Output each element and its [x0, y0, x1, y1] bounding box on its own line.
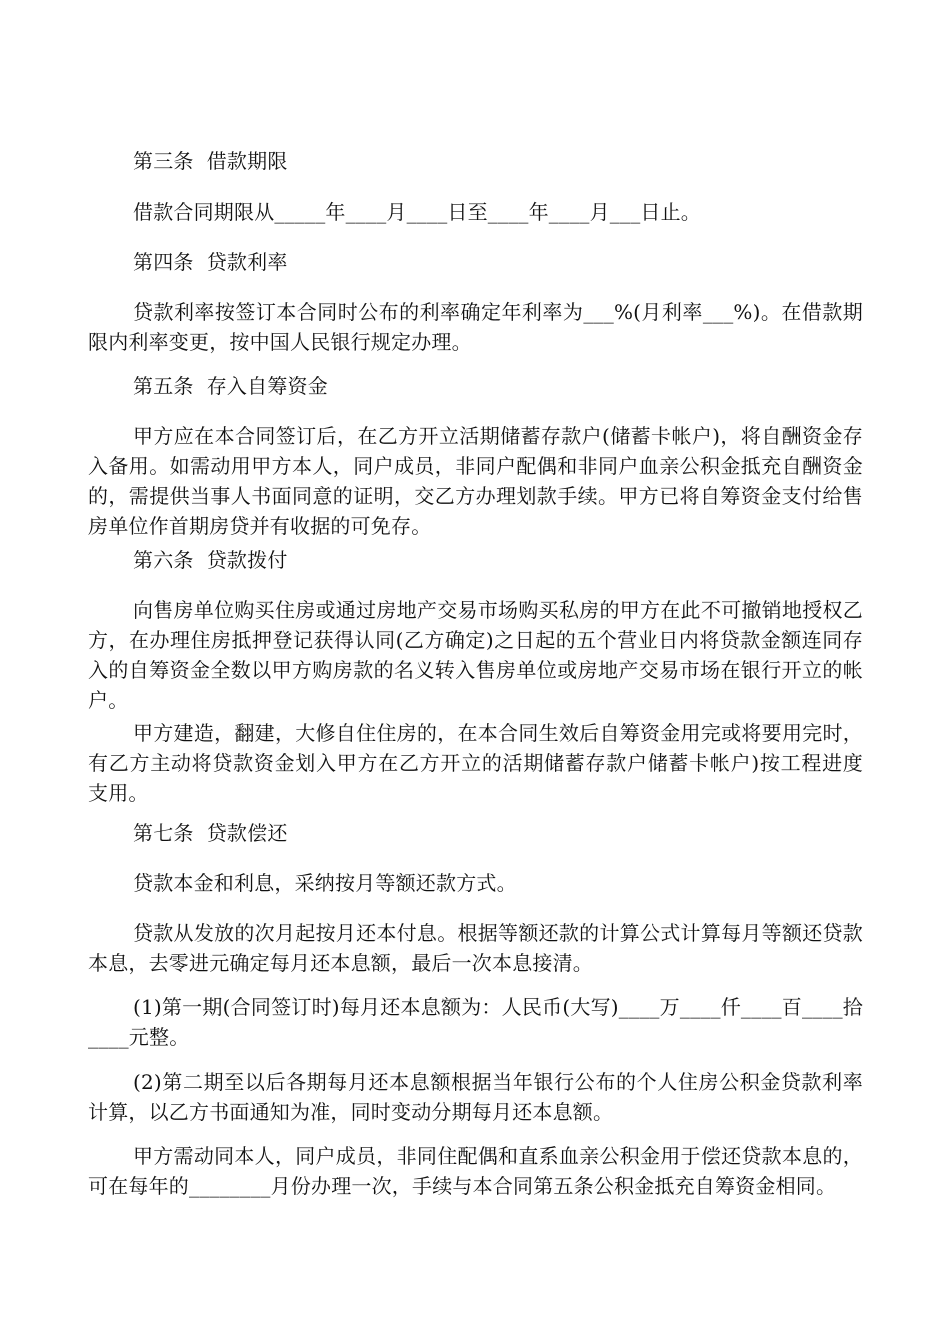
second-period-amount-clause: (2)第二期至以后各期每月还本息额根据当年银行公布的个人住房公积金贷款利率计算，以乙方书面通知为准，同时变动分期每月还本息额。 — [88, 1070, 863, 1124]
article-4-heading: 第四条 贷款利率 — [133, 250, 288, 274]
self-funds-clause: 甲方应在本合同签订后，在乙方开立活期储蓄存款户(储蓄卡帐户)，将自酬资金存入备用。如需动用甲方本人，同户成员，非同户配偶和非同户血亲公积金抵充自酬资金的，需提供当事人书面同意的证明，交乙方办理划款手续。甲方已将自筹资金支付给售房单位作首期房贷并有收据的可免存。 — [88, 424, 863, 538]
article-6-heading: 第六条 贷款拨付 — [133, 548, 288, 572]
article-3-heading: 第三条 借款期限 — [133, 149, 288, 173]
repayment-method-clause: 贷款本金和利息，采纳按月等额还款方式。 — [133, 871, 517, 895]
article-7-heading: 第七条 贷款偿还 — [133, 821, 288, 845]
disbursement-clause-purchase: 向售房单位购买住房或通过房地产交易市场购买私房的甲方在此不可撤销地授权乙方，在办理住房抵押登记获得认同(乙方确定)之日起的五个营业日内将贷款金额连同存入的自筹资金全数以甲方购房款的名义转入售房单位或房地产交易市场在银行开立的帐户。 — [88, 598, 863, 712]
disbursement-clause-construction: 甲方建造，翻建，大修自住住房的，在本合同生效后自筹资金用完或将要用完时，有乙方主动将贷款资金划入甲方在乙方开立的活期储蓄存款户储蓄卡帐户)按工程进度支用。 — [88, 721, 863, 805]
loan-term-clause: 借款合同期限从_____年____月____日至____年____月___日止。 — [133, 200, 701, 224]
repayment-schedule-clause: 贷款从发放的次月起按月还本付息。根据等额还款的计算公式计算每月等额还贷款本息，去零进元确定每月还本息额，最后一次本息接清。 — [88, 921, 863, 975]
interest-rate-clause: 贷款利率按签订本合同时公布的利率确定年利率为___%(月利率___%)。在借款期限内利率变更，按中国人民银行规定办理。 — [88, 300, 863, 354]
first-period-amount-clause: (1)第一期(合同签订时)每月还本息额为：人民币(大写)____万____仟____百____拾____元整。 — [88, 995, 863, 1049]
article-5-heading: 第五条 存入自筹资金 — [133, 374, 328, 398]
provident-fund-repayment-clause: 甲方需动同本人，同户成员，非同住配偶和直系血亲公积金用于偿还贷款本息的，可在每年的________月份办理一次，手续与本合同第五条公积金抵充自筹资金相同。 — [88, 1144, 863, 1198]
